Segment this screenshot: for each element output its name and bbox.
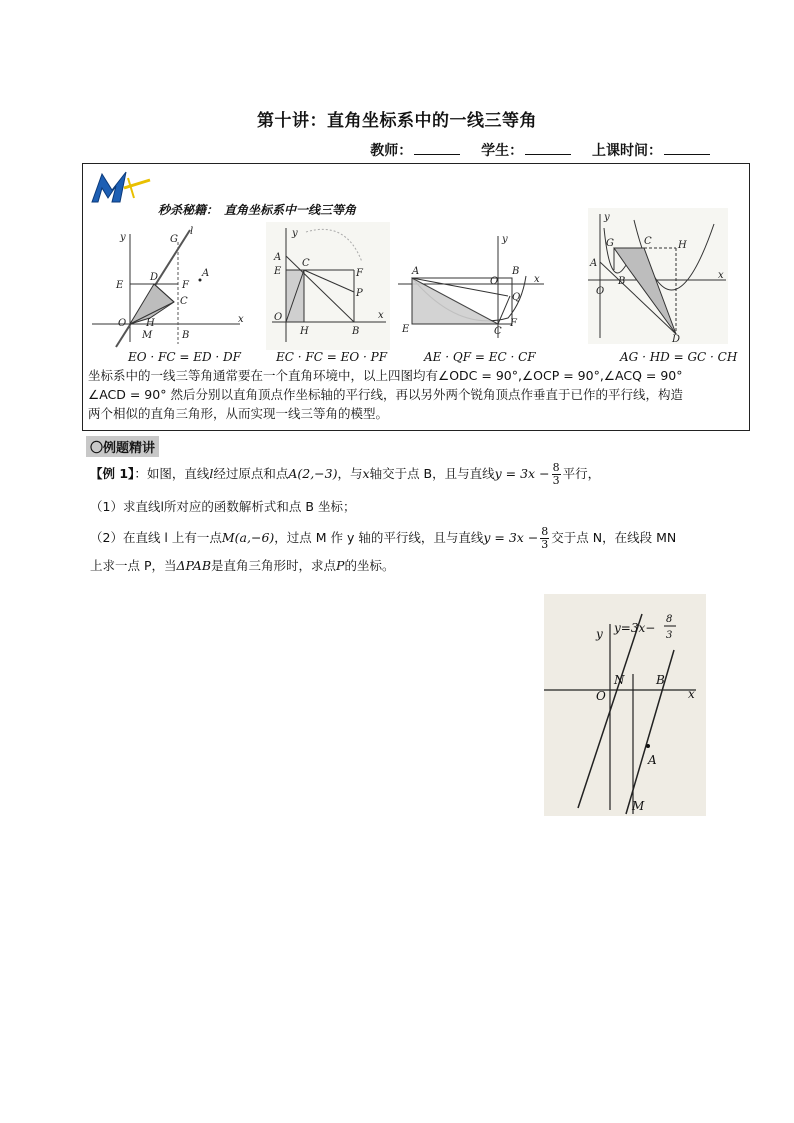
photo-eq: y=3x− xyxy=(614,621,656,635)
example-tag: 【例 1】 xyxy=(90,466,135,481)
teacher-label: 教师： xyxy=(370,143,413,159)
frac-den: 3 xyxy=(541,538,549,551)
fig3-label-1: A xyxy=(412,266,420,277)
text-segment: 平行， xyxy=(562,466,601,481)
photo-label-4: x xyxy=(688,687,695,701)
photo-label-6: M xyxy=(632,799,645,813)
fig1-label-8: O xyxy=(118,318,127,329)
text-segment: 的坐标。 xyxy=(344,558,395,573)
fig2-label-2: E xyxy=(274,266,282,277)
question-2-line-2 xyxy=(90,556,394,574)
fig4-label-8: D xyxy=(672,334,681,344)
fig1-label-0: y xyxy=(120,232,126,243)
photo-label-3: O xyxy=(596,689,606,703)
text-segment: 轴交于点 B，且与直线 xyxy=(369,466,495,481)
photo-label-0: y xyxy=(596,627,603,641)
secret-heading xyxy=(158,201,356,218)
fig2-label-1: A xyxy=(274,252,282,263)
math-p: P xyxy=(336,558,345,573)
student-label: 学生： xyxy=(481,143,524,159)
figure-3 xyxy=(398,222,546,350)
fig3-label-2: B xyxy=(512,266,520,277)
page-title: 第十讲：直角坐标系中的一线三等角 xyxy=(257,111,537,131)
fig3-label-0: y xyxy=(502,234,508,245)
photo-frac-num: 8 xyxy=(666,614,673,625)
fig4-label-5: B xyxy=(618,276,626,287)
text-segment: ，与 xyxy=(337,466,363,481)
secret-text: 直角坐标系中一线三等角 xyxy=(224,203,357,217)
m-logo-icon xyxy=(90,168,152,208)
header-info xyxy=(354,140,710,160)
math-eq: y = 3x − xyxy=(494,466,550,481)
fig1-label-12: x xyxy=(238,314,244,325)
photo-label-5: A xyxy=(648,753,657,767)
fig2-label-0: y xyxy=(292,228,298,239)
description-line-2: ∠ACD = 90° 然后分别以直角顶点作坐标轴的平行线，再以另外两个锐角顶点作垂直于已作的平行线，构造 xyxy=(88,387,683,402)
fig3-caption: AE · QF = EC · CF xyxy=(424,350,536,364)
example-line-1 xyxy=(90,462,600,487)
frac-num: 8 xyxy=(541,525,549,538)
fig1-label-7: C xyxy=(180,296,188,307)
fig3-label-6: E xyxy=(402,324,410,335)
time-label: 上课时间： xyxy=(592,143,662,159)
fig2-label-6: O xyxy=(274,312,283,323)
fraction xyxy=(552,462,561,487)
photo-label-2: B xyxy=(656,673,665,687)
student-blank xyxy=(525,142,571,155)
math-l: l xyxy=(209,466,214,481)
text-segment: ，过点 M 作 y 轴的平行线，且与直线 xyxy=(274,530,484,545)
fig1-label-4: D xyxy=(150,272,159,283)
math-triangle: ΔPAB xyxy=(176,558,212,573)
fraction xyxy=(540,526,549,551)
fig1-label-1: G xyxy=(170,234,178,245)
text-segment: 上求一点 P，当 xyxy=(90,558,177,573)
photo-label-1: N xyxy=(614,673,625,687)
fig1-label-11: B xyxy=(182,330,190,341)
fig4-label-3: H xyxy=(678,240,687,251)
fig4-label-2: C xyxy=(644,236,652,247)
fig2-label-8: B xyxy=(352,326,360,337)
text-segment: 经过原点和点 xyxy=(213,466,289,481)
math-point-m: M(a,−6) xyxy=(221,530,275,545)
teacher-blank xyxy=(414,142,460,155)
section-title: 〇例题精讲 xyxy=(86,436,159,457)
fig4-caption: AG · HD = GC · CH xyxy=(620,350,738,364)
fig2-label-3: C xyxy=(302,258,310,269)
fig2-label-7: H xyxy=(300,326,309,337)
text-segment: 交于点 N，在线段 MN xyxy=(551,530,677,545)
fig4-label-0: y xyxy=(604,212,610,223)
math-eq: y = 3x − xyxy=(483,530,539,545)
fig2-label-5: P xyxy=(356,288,363,299)
secret-label: 秒杀秘籍： xyxy=(158,203,219,217)
math-point-a: A(2,−3) xyxy=(288,466,338,481)
question-1: （1）求直线l所对应的函数解析式和点 B 坐标； xyxy=(90,499,356,514)
figure-1 xyxy=(90,222,250,350)
fig2-caption: EC · FC = EO · PF xyxy=(276,350,388,364)
fig4-label-4: A xyxy=(590,258,598,269)
fig1-label-5: F xyxy=(182,280,189,291)
frac-den: 3 xyxy=(552,474,560,487)
fig1-label-10: M xyxy=(142,330,153,341)
frac-num: 8 xyxy=(552,461,560,474)
photo-frac-den: 3 xyxy=(666,630,673,641)
text-segment: 是直角三角形时，求点 xyxy=(211,558,337,573)
text-segment: （2）在直线 l 上有一点 xyxy=(90,530,222,545)
time-blank xyxy=(664,142,710,155)
fig4-label-1: G xyxy=(606,238,614,249)
fig3-label-8: F xyxy=(510,318,517,329)
math-x: x xyxy=(362,466,370,481)
fig1-label-3: E xyxy=(116,280,124,291)
fig4-label-7: x xyxy=(718,270,724,281)
description-line-1: 坐标系中的一线三等角通常要在一个直角环境中，以上四图均有∠ODC = 90°,∠OCP = 90°,∠ACQ = 90° xyxy=(88,368,683,383)
fig1-label-2: l xyxy=(190,226,194,237)
fig4-label-6: O xyxy=(596,286,605,297)
fig2-label-4: F xyxy=(356,268,363,279)
figure-2 xyxy=(266,222,390,350)
fig3-label-3: O xyxy=(490,276,499,287)
fig3-label-4: x xyxy=(534,274,540,285)
question-2-line-1 xyxy=(90,526,676,551)
example-figure xyxy=(544,594,706,816)
fig3-label-7: C xyxy=(494,326,502,337)
fig3-label-5: Q xyxy=(512,292,521,303)
fig1-label-9: H xyxy=(146,318,155,329)
description-line-3: 两个相似的直角三角形，从而实现一线三等角的模型。 xyxy=(88,406,389,421)
figure-4 xyxy=(588,208,728,344)
fig2-label-9: x xyxy=(378,310,384,321)
description xyxy=(88,366,748,423)
fig1-caption: EO · FC = ED · DF xyxy=(128,350,242,364)
text-segment: ：如图，直线 xyxy=(134,466,210,481)
fig1-label-6: A xyxy=(202,268,210,279)
